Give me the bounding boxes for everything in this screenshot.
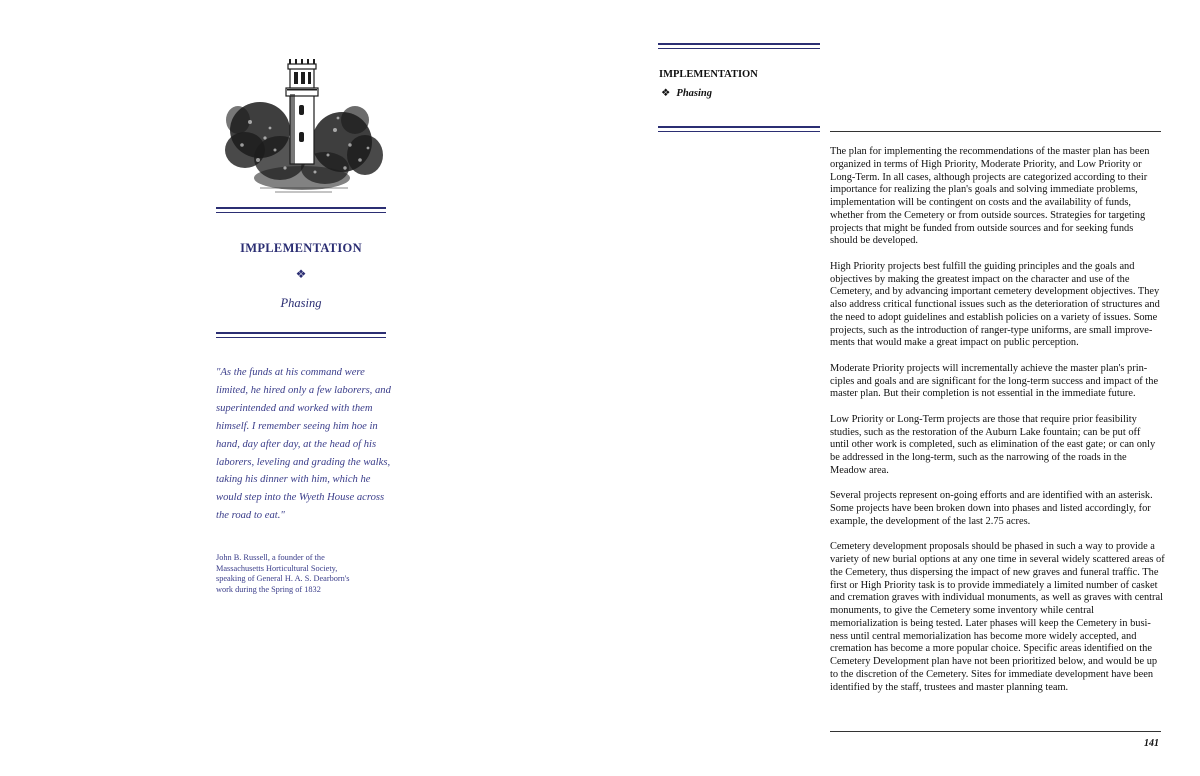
attribution-line: Massachusetts Horticultural Society, xyxy=(216,563,338,573)
body-line: Meadow area. xyxy=(830,464,889,476)
right-section-heading: IMPLEMENTATION xyxy=(659,69,758,80)
body-line: Cemetery Development plan have not been prioritized below, and would be up xyxy=(830,656,1158,667)
right-ornament-icon: ❖ xyxy=(661,88,671,99)
body-line: cremation has become a more popular choice. Specific areas identified on the xyxy=(830,643,1152,655)
quote-attribution xyxy=(216,553,406,595)
body-line: objectives by making the greatest impact on the character and use of the xyxy=(830,273,1130,285)
body-line: master plan. But their completion is not essential in the immediate future. xyxy=(830,388,1136,400)
attribution-line: work during the Spring of 1832 xyxy=(216,584,321,594)
quote-line: laborers, leveling and grading the walks, xyxy=(216,456,391,468)
body-line: Several projects represent on-going efforts and are identified with an asterisk. xyxy=(830,490,1153,502)
sidebar-quote xyxy=(216,364,396,525)
body-line: first or High Priority task is to provide immediately a limited number of casket xyxy=(830,579,1158,591)
body-line: implementation will be contingent on costs and the availability of funds, xyxy=(830,197,1131,208)
body-line: Moderate Priority projects will incrementally achieve the master plan's prin- xyxy=(830,362,1148,374)
left-section-heading: IMPLEMENTATION xyxy=(240,241,362,255)
body-line: monuments, to give the Cemetery some inventory while central xyxy=(830,605,1095,616)
body-line: should be developed. xyxy=(830,235,919,247)
footer-rule xyxy=(830,731,1161,732)
right-section-subheading xyxy=(661,87,712,99)
body-line: organized in terms of High Priority, Moderate Priority, and Low Priority or xyxy=(830,158,1142,170)
body-line: whether from the Cemetery or from outside sources. Strategies for targeting xyxy=(830,209,1146,221)
body-line: importance for realizing the plan's goals and solving immediate problems, xyxy=(830,184,1138,196)
body-line: memorialization is being tested. Later phases will keep the Cemetery in busi- xyxy=(830,617,1151,629)
quote-line: himself. I remember seeing him hoe in xyxy=(216,420,378,432)
body-line: studies, such as the restoration of the Auburn Lake fountain; can be put off xyxy=(830,426,1141,438)
body-line: variety of new burial options at any one time in several widely scattered areas of xyxy=(830,554,1165,565)
body-line: the Cemetery, thus dispersing the impact of new graves and funeral traffic. The xyxy=(830,566,1159,578)
left-section-subheading: Phasing xyxy=(280,296,322,310)
attribution-line: speaking of General H. A. S. Dearborn's xyxy=(216,574,350,584)
right-header-top-rule xyxy=(658,43,820,45)
body-line: Long-Term. In all cases, although projects are categorized according to their xyxy=(830,171,1148,183)
quote-line: would step into the Wyeth House across xyxy=(216,492,385,504)
tower-illustration xyxy=(220,50,385,198)
body-line: the need to adopt guidelines and establish policies on a variety of issues. Some xyxy=(830,311,1158,323)
body-paragraph xyxy=(830,363,1162,401)
left-bottom-rule xyxy=(216,332,386,334)
body-paragraph xyxy=(830,490,1162,528)
right-subheading-label: Phasing xyxy=(676,88,713,99)
quote-line: taking his dinner with him, which he xyxy=(216,474,371,486)
body-paragraph xyxy=(830,541,1165,694)
quote-line: limited, he hired only a few laborers, and xyxy=(216,384,391,396)
left-top-rule xyxy=(216,207,386,209)
body-line: ments that would make a great impact on public perception. xyxy=(830,337,1079,349)
body-line: also address critical functional issues such as the deterioration of structures and xyxy=(830,299,1160,310)
body-line: High Priority projects best fulfill the guiding principles and the goals and xyxy=(830,260,1135,272)
quote-line: the road to eat." xyxy=(216,510,285,522)
body-line: Cemetery, and by advancing important cemetery development objectives. They xyxy=(830,286,1160,298)
body-line: Some projects have been broken down into phases and listed accordingly, for xyxy=(830,503,1151,514)
body-line: example, the development of the last 2.75 acres. xyxy=(830,515,1031,527)
body-line: identified by the staff, trustees and master planning team. xyxy=(830,681,1069,693)
body-top-rule xyxy=(830,131,1161,132)
body-line: Cemetery development proposals should be phased in such a way to provide a xyxy=(830,541,1155,553)
body-line: The plan for implementing the recommendations of the master plan has been xyxy=(830,146,1150,157)
body-paragraph xyxy=(830,414,1162,478)
quote-line: superintended and worked with them xyxy=(216,402,373,414)
body-line: until other work is completed, such as elimination of the east gate; or can only xyxy=(830,439,1156,451)
quote-line: "As the funds at his command were xyxy=(216,367,365,378)
body-line: projects that might be funded from outside sources and for seeking funds xyxy=(830,222,1134,234)
body-paragraph xyxy=(830,261,1162,350)
right-header-bottom-rule xyxy=(658,126,820,128)
body-line: be addressed in the long-term, such as the narrowing of the roads in the xyxy=(830,452,1127,463)
body-line: projects, such as the introduction of ranger-type uniforms, are small improve- xyxy=(830,324,1153,336)
page-number: 141 xyxy=(1144,738,1159,749)
body-line: ness until central memorialization has become more widely accepted, and xyxy=(830,630,1137,642)
attribution-line: John B. Russell, a founder of the xyxy=(216,553,325,562)
body-line: ciples and goals and are significant for the long-term success and impact of the xyxy=(830,375,1159,387)
body-paragraph xyxy=(830,146,1162,248)
left-ornament-icon: ❖ xyxy=(295,267,307,281)
body-line: Low Priority or Long-Term projects are those that require prior feasibility xyxy=(830,413,1137,425)
body-text xyxy=(830,146,1165,707)
body-line: to the discretion of the Cemetery. Sites for immediate development have been xyxy=(830,668,1154,680)
quote-line: hand, day after day, at the head of his xyxy=(216,438,377,450)
body-line: and cremation graves with individual monuments, as well as graves with central xyxy=(830,592,1163,604)
